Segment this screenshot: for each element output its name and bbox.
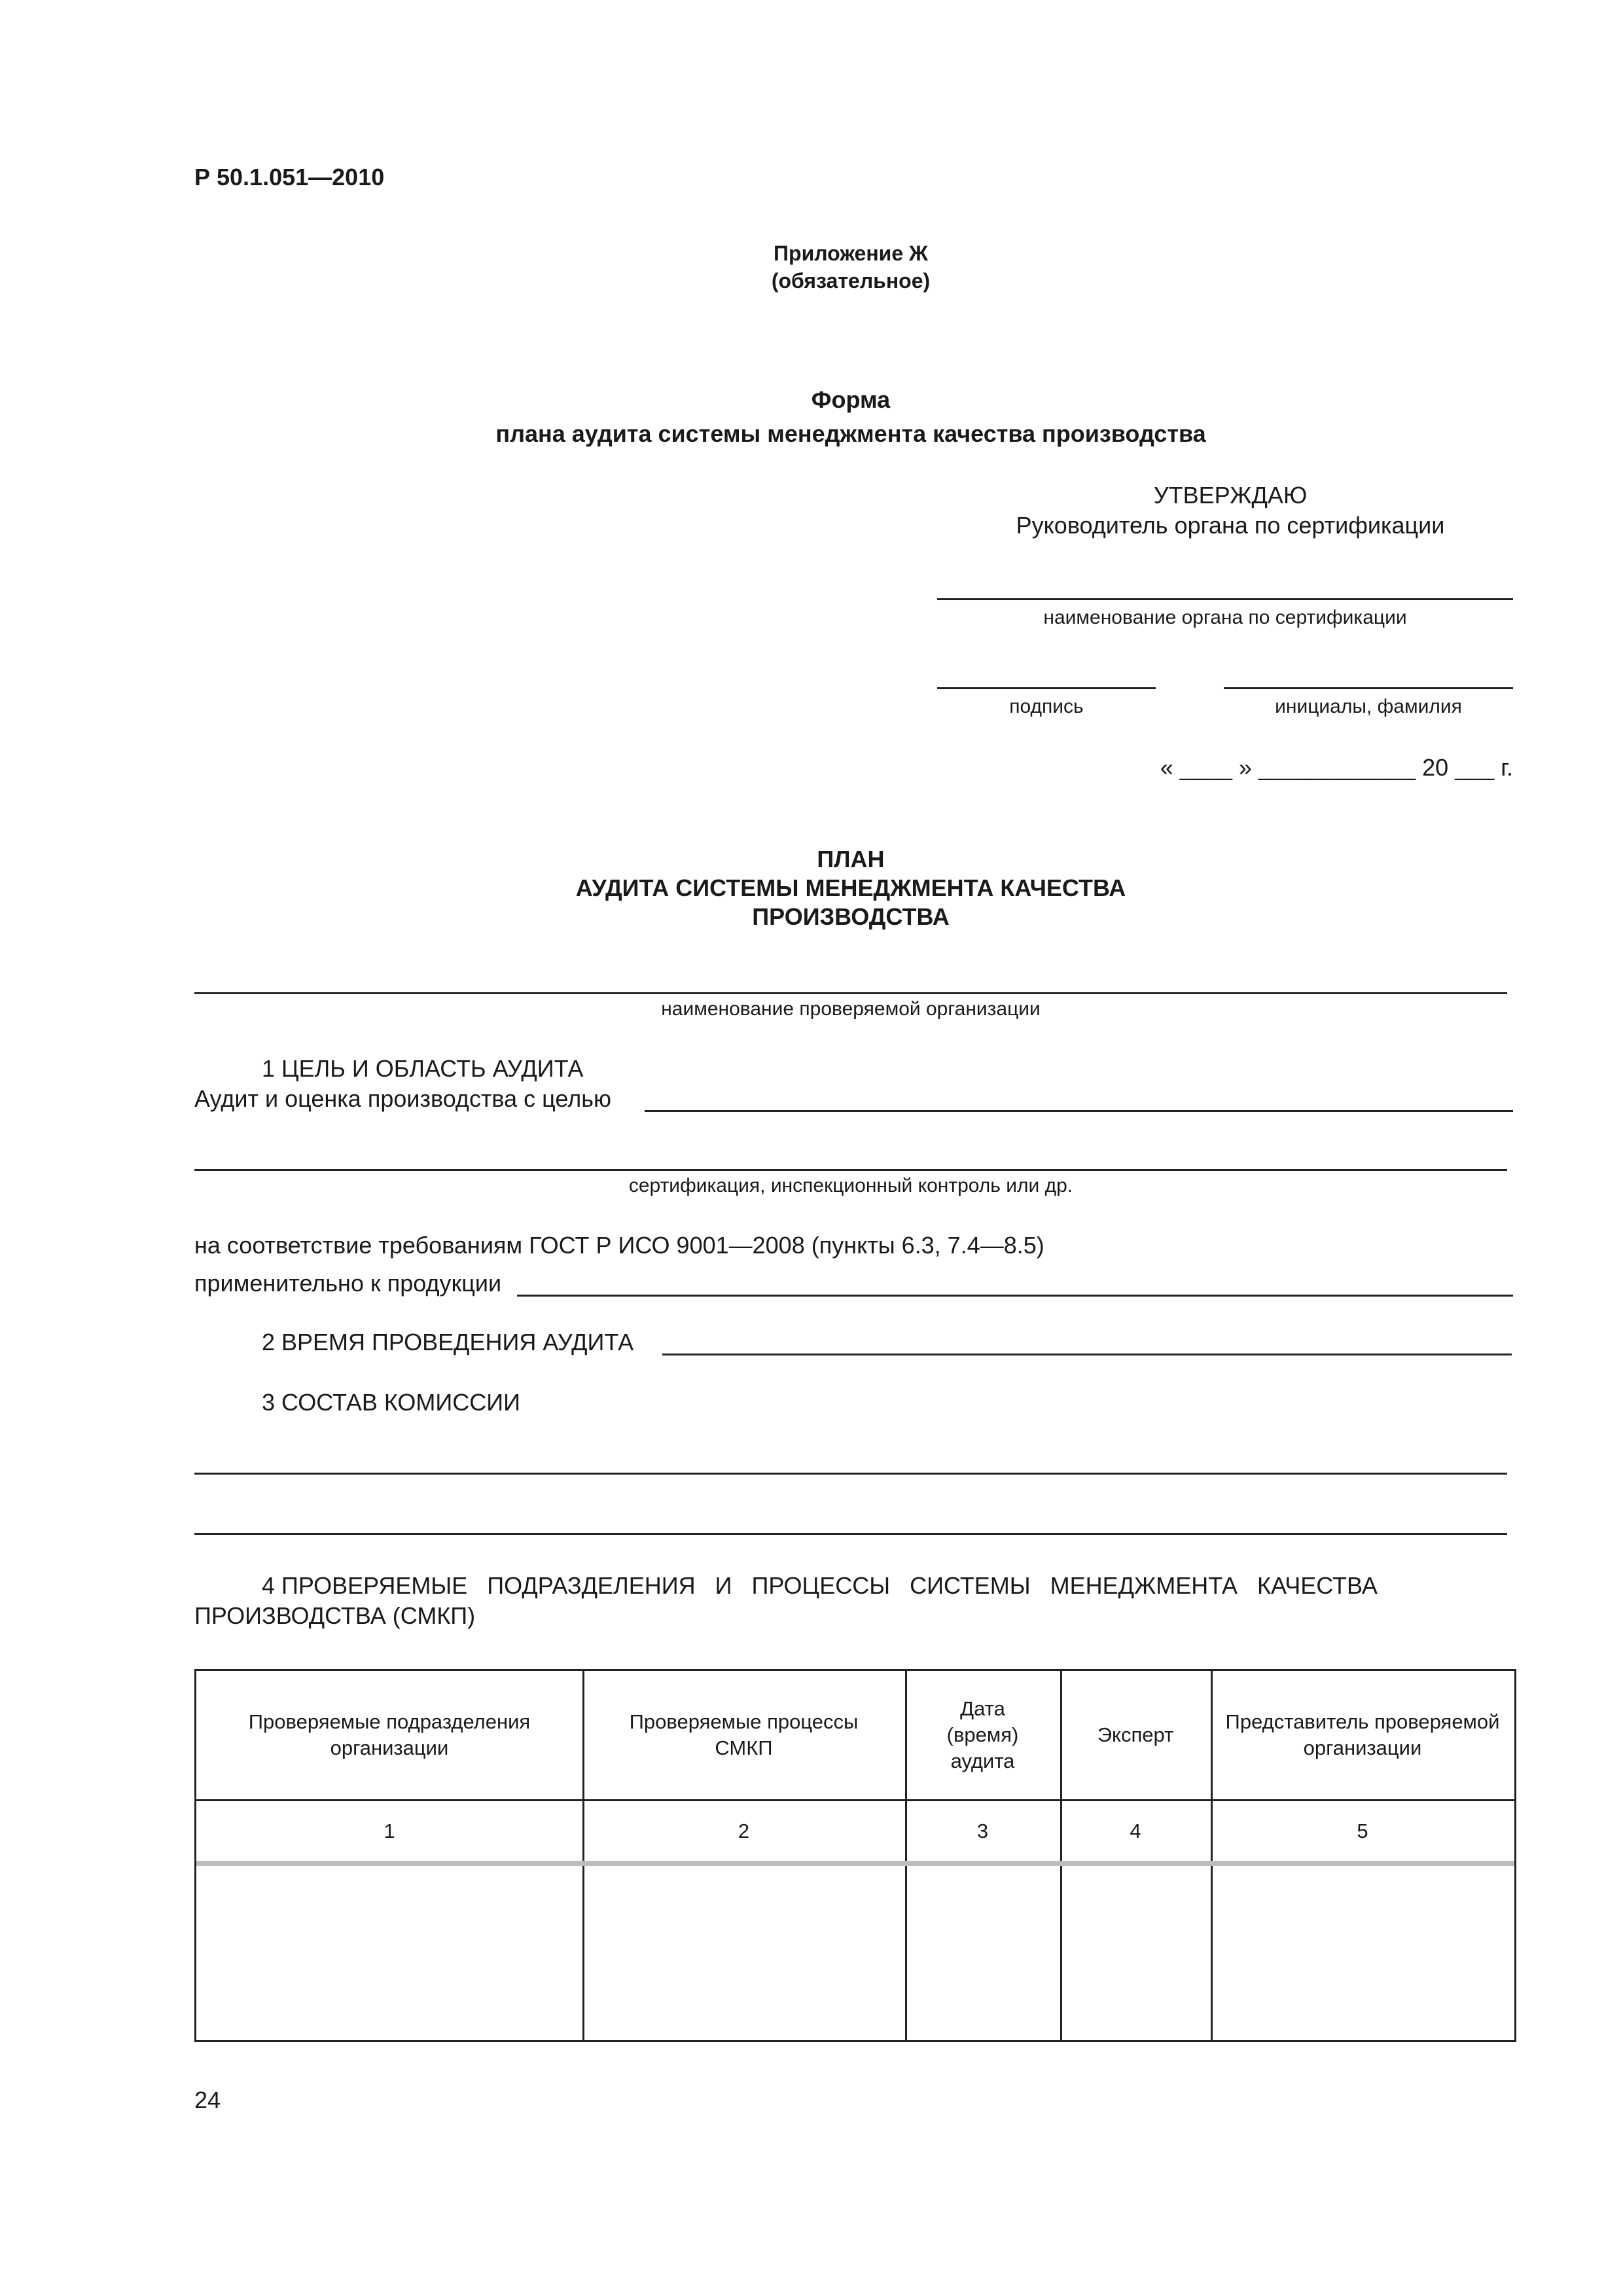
certification-body-line[interactable] [937,598,1513,600]
column-number: 3 [976,1820,989,1842]
appendix-type: (обязательное) [771,269,931,293]
signature-line[interactable] [937,687,1156,689]
approver-position: Руководитель органа по сертификации [1016,512,1445,539]
plan-title-line2: АУДИТА СИСТЕМЫ МЕНЕДЖМЕНТА КАЧЕСТВА [575,874,1126,901]
data-cell-departments[interactable] [196,1867,582,2040]
compliance-text: на соответствие требованиям ГОСТ Р ИСО 9001—2008 (пункты 6.3, 7.4—8.5) [194,1232,1044,1259]
audited-org-caption: наименование проверяемой организации [661,998,1041,1020]
form-title-line1: Форма [811,386,891,413]
audit-time-line[interactable] [662,1354,1512,1355]
commission-line-1[interactable] [194,1473,1507,1475]
audit-purpose-label: Аудит и оценка производства с целью [194,1085,611,1112]
standard-number: Р 50.1.051—2010 [194,164,385,190]
certification-body-caption: наименование органа по сертификации [1043,607,1407,628]
section2-heading: 2 ВРЕМЯ ПРОВЕДЕНИЯ АУДИТА [262,1329,634,1355]
column-number: 4 [1130,1820,1141,1842]
signature-caption: подпись [1009,696,1084,717]
commission-line-2[interactable] [194,1533,1507,1535]
data-cell-audit-date[interactable] [907,1867,1060,2040]
header-processes: Проверяемые процессы СМКП [629,1710,859,1759]
column-number: 1 [383,1820,395,1842]
section4-heading-line2: ПРОИЗВОДСТВА (СМКП) [194,1602,476,1629]
section3-heading: 3 СОСТАВ КОМИССИИ [262,1389,521,1416]
header-departments: Проверяемые подразделения организации [248,1710,531,1759]
form-title-line2: плана аудита системы менеджмента качества производства [495,420,1206,447]
audit-plan-table [194,1669,1516,2042]
audited-org-line[interactable] [194,992,1507,994]
audit-type-line[interactable] [194,1169,1507,1171]
audit-type-caption: сертификация, инспекционный контроль или др. [628,1175,1073,1196]
plan-title-line1: ПЛАН [817,846,885,872]
header-expert: Эксперт [1097,1723,1174,1746]
column-number: 2 [738,1820,750,1842]
section4-heading-line1: 4 ПРОВЕРЯЕМЫЕ ПОДРАЗДЕЛЕНИЯ И ПРОЦЕССЫ СИСТЕМЫ МЕНЕДЖМЕНТА КАЧЕСТВА [262,1572,1378,1599]
page-number: 24 [194,2087,221,2113]
appendix-title: Приложение Ж [774,242,928,265]
header-representative: Представитель проверяемой организации [1225,1710,1500,1759]
approval-date-line[interactable]: « ____ » ____________ 20 ___ г. [1160,754,1513,781]
plan-title-line3: ПРОИЗВОДСТВА [752,903,950,930]
name-caption: инициалы, фамилия [1275,696,1462,717]
audit-purpose-line[interactable] [645,1110,1513,1112]
product-line[interactable] [517,1295,1513,1297]
name-line[interactable] [1224,687,1513,689]
approve-label: УТВЕРЖДАЮ [1153,482,1308,509]
section1-heading: 1 ЦЕЛЬ И ОБЛАСТЬ АУДИТА [262,1055,584,1082]
header-audit-date: Дата (время) аудита [946,1697,1019,1772]
data-cell-expert[interactable] [1062,1867,1211,2040]
data-cell-representative[interactable] [1213,1867,1514,2040]
column-number: 5 [1357,1820,1368,1842]
product-label: применительно к продукции [194,1270,502,1297]
data-cell-processes[interactable] [584,1867,905,2040]
